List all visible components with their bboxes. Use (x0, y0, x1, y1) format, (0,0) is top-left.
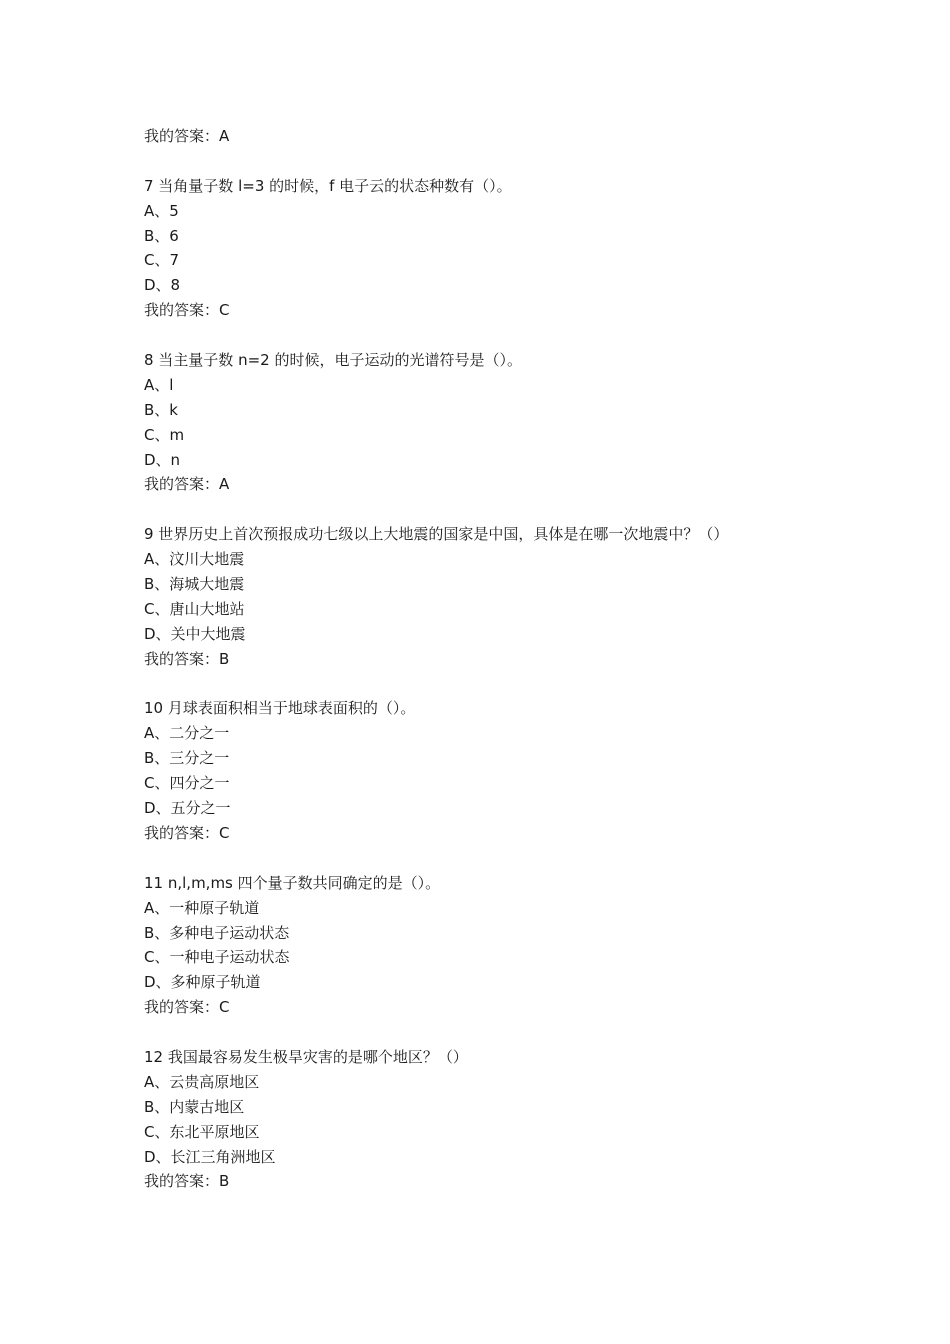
answer-line: 我的答案：C (144, 998, 230, 1017)
question-text: 11 n,l,m,ms 四个量子数共同确定的是（）。 (144, 873, 441, 892)
document-content (144, 124, 824, 1194)
option-d: D、n (144, 450, 181, 469)
option-c: C、四分之一 (144, 774, 230, 793)
spacer (144, 497, 824, 522)
spacer (144, 323, 824, 348)
option-b: B、多种电子运动状态 (144, 923, 290, 942)
answer-line: 我的答案：A (144, 127, 230, 145)
question-text: 7 当角量子数 l=3 的时候，f 电子云的状态种数有（）。 (144, 176, 512, 195)
answer-line: 我的答案：B (144, 649, 230, 668)
question-text: 8 当主量子数 n=2 的时候，电子运动的光谱符号是（）。 (144, 351, 522, 370)
option-b: B、6 (144, 226, 179, 245)
option-d: D、长江三角洲地区 (144, 1147, 276, 1166)
option-a: A、l (144, 375, 174, 394)
option-d: D、关中大地震 (144, 624, 246, 643)
question-text: 10 月球表面积相当于地球表面积的（）。 (144, 699, 416, 718)
option-b: B、k (144, 400, 178, 419)
question-block (144, 871, 824, 1020)
spacer (144, 1020, 824, 1045)
option-a: A、一种原子轨道 (144, 898, 260, 917)
answer-line: 我的答案：C (144, 301, 230, 320)
option-b: B、三分之一 (144, 749, 230, 768)
spacer (144, 149, 824, 174)
option-c: C、7 (144, 251, 180, 270)
question-block (144, 348, 824, 497)
option-d: D、8 (144, 276, 181, 295)
option-b: B、内蒙古地区 (144, 1097, 245, 1116)
question-block (144, 696, 824, 845)
option-b: B、海城大地震 (144, 575, 245, 594)
option-a: A、5 (144, 201, 179, 220)
spacer (144, 846, 824, 871)
option-d: D、五分之一 (144, 799, 231, 818)
spacer (144, 672, 824, 697)
option-c: C、唐山大地站 (144, 599, 245, 618)
answer-line: 我的答案：A (144, 475, 230, 494)
option-a: A、二分之一 (144, 724, 230, 743)
option-c: C、一种电子运动状态 (144, 948, 290, 967)
question-block (144, 522, 824, 671)
option-a: A、汶川大地震 (144, 550, 245, 569)
answer-line: 我的答案：B (144, 1172, 230, 1191)
answer-line: 我的答案：C (144, 823, 230, 842)
question-text: 12 我国最容易发生极旱灾害的是哪个地区？（） (144, 1047, 468, 1066)
option-c: C、m (144, 425, 185, 444)
question-text: 9 世界历史上首次预报成功七级以上大地震的国家是中国，具体是在哪一次地震中？（） (144, 525, 729, 544)
option-a: A、云贵高原地区 (144, 1072, 260, 1091)
option-d: D、多种原子轨道 (144, 973, 261, 992)
option-c: C、东北平原地区 (144, 1122, 260, 1141)
question-block (144, 174, 824, 323)
question-block (144, 1045, 824, 1194)
